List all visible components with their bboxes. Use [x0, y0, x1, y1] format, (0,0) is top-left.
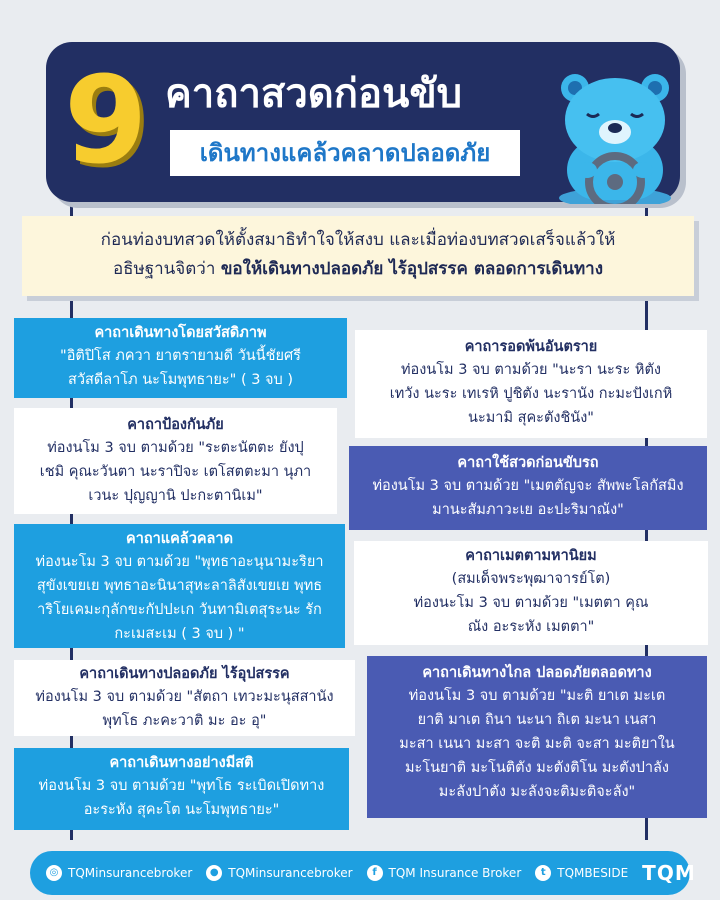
card-title: คาถาเดินทางปลอดภัย ไร้อุปสรรค: [79, 666, 290, 682]
instagram-handle: TQMinsurancebroker: [68, 866, 193, 880]
intro-line-2-plain: อธิษฐานจิตว่า: [112, 259, 221, 279]
card-line: สวัสดีลาโภ นะโมพุทธายะ" ( 3 จบ ): [67, 372, 294, 388]
card-line: (สมเด็จพระพุฒาจารย์โต): [451, 571, 611, 587]
card-before-driving: [349, 446, 707, 530]
card-body: [14, 550, 345, 646]
twitter-icon: t: [535, 865, 551, 881]
card-title: คาถารอดพ้นอันตราย: [464, 339, 598, 355]
card-line: ท่องนโม 3 จบ ตามด้วย "เมตตัญจะ สัพพะโลกัสมิง: [372, 478, 684, 494]
instagram-icon: ◎: [46, 865, 62, 881]
header-subtitle-box: [170, 130, 520, 176]
card-line: ท่องนโม 3 จบ ตามด้วย "สัตถา เทวะมะนุสสานัง: [35, 689, 334, 705]
card-title: คาถาเดินทางไกล ปลอดภัยตลอดทาง: [422, 665, 652, 681]
left-rail: [70, 200, 73, 840]
card-line: มะโนยาติ มะโนติตัง มะตังติโน มะตังปาลัง: [404, 760, 669, 776]
card-body: [367, 684, 707, 804]
card-body: [355, 358, 707, 430]
card-line: สุขังเขยเย พุทธาอะนินาสุหะลาลิสังเขยเย พุทธ: [36, 578, 323, 594]
card-escape-danger: [355, 330, 707, 438]
card-title: คาถาแคล้วคลาด: [126, 531, 233, 547]
card-no-obstacles: [14, 660, 355, 736]
card-body: [14, 774, 349, 822]
card-title: คาถาเดินทางอย่างมีสติ: [109, 755, 254, 771]
line-link[interactable]: [206, 865, 352, 881]
card-line: อะระหัง สุคะโต นะโมพุทธายะ": [83, 802, 280, 818]
card-title: คาถาเดินทางโดยสวัสดิภาพ: [94, 325, 267, 341]
header-number: 9: [64, 52, 148, 191]
card-avoidance: [14, 524, 345, 648]
card-line: ยาติ มาเต ถินา นะนา ถิเต มะนา เนสา: [417, 712, 657, 728]
card-line: มานะสัมภาวะเย อะปะริมาณัง": [432, 502, 624, 518]
card-line: ท่องนโม 3 จบ ตามด้วย "นะรา นะระ หิตัง: [401, 362, 661, 378]
line-handle: TQMinsurancebroker: [228, 866, 353, 880]
card-line: นะมามิ สุคะตังชินัง": [468, 410, 594, 426]
card-mindful-travel: [14, 748, 349, 830]
card-line: าริโยเคมะกุลักขะกัปปะเก วันทามิเตสุระนะ รัก: [37, 602, 322, 618]
header-title: คาถาสวดก่อนขับ: [165, 71, 463, 117]
card-line: ท่องนะโม 3 จบ ตามด้วย "เมตตา คุณ: [413, 595, 649, 611]
twitter-handle: TQMBESIDE: [557, 866, 629, 880]
twitter-link[interactable]: [535, 865, 628, 881]
card-body: [354, 567, 708, 639]
card-body: [14, 685, 355, 733]
card-line: ท่องนโม 3 จบ ตามด้วย "พุทโธ ระเบิดเปิดทาง: [38, 778, 325, 794]
facebook-link[interactable]: [367, 865, 522, 881]
card-title: คาถาป้องกันภัย: [127, 417, 224, 433]
card-line: พุทโธ ภะคะวาติ มะ อะ อุ": [102, 713, 267, 729]
tqm-logo: TQM: [642, 861, 696, 885]
card-line: เวนะ ปุญญานิ ปะกะตานิเม": [88, 488, 263, 504]
footer-bar: [30, 851, 696, 895]
intro-box: [22, 216, 694, 296]
card-protection: [14, 408, 337, 514]
header-subtitle: เดินทางแคล้วคลาดปลอดภัย: [199, 139, 491, 167]
card-line: "อิติปิโส ภควา ยาตรายามดี วันนี้ชัยศรี: [60, 348, 301, 364]
line-icon: ●: [206, 865, 222, 881]
facebook-handle: TQM Insurance Broker: [388, 866, 522, 880]
intro-line-1: ก่อนท่องบทสวดให้ตั้งสมาธิทำใจให้สงบ และเมื่อท่องบทสวดเสร็จแล้วให้: [100, 230, 616, 250]
bear-mascot-icon: [545, 70, 685, 204]
card-body: [14, 436, 337, 508]
intro-line-2: [22, 255, 694, 284]
card-title: คาถาใช้สวดก่อนขับรถ: [457, 455, 599, 471]
card-title: คาถาเมตตามหานิยม: [465, 548, 597, 564]
card-line: เชมิ คุณะวันตา นะราปิจะ เตโสตตะมา นุภา: [39, 464, 312, 480]
card-line: ท่องนะโม 3 จบ ตามด้วย "พุทธาอะนุนามะริยา: [35, 554, 324, 570]
card-line: ท่องนโม 3 จบ ตามด้วย "มะติ ยาเต มะเต: [408, 688, 666, 704]
card-line: กะเมสะเม ( 3 จบ ) ": [114, 626, 245, 642]
card-line: เทวัง นะระ เทเรหิ ปูชิตัง นะรานัง กะมะปังเกหิ: [389, 386, 673, 402]
instagram-link[interactable]: [46, 865, 192, 881]
card-safe-travel: [14, 318, 347, 398]
card-line: ณัง อะระหัง เมตตา": [467, 619, 595, 635]
card-body: [14, 344, 347, 392]
card-line: มะลังปาตัง มะลังจะติมะติจะลัง": [438, 784, 636, 800]
card-line: ท่องนโม 3 จบ ตามด้วย "ระตะนัตตะ ยังปุ: [47, 440, 304, 456]
card-line: มะสา เนนา มะสา จะติ มะติ จะสา มะติยาใน: [399, 736, 675, 752]
card-body: [349, 474, 707, 522]
intro-line-2-bold: ขอให้เดินทางปลอดภัย ไร้อุปสรรค ตลอดการเดินทาง: [220, 259, 604, 279]
card-kindness: [354, 541, 708, 645]
facebook-icon: f: [367, 865, 383, 881]
card-long-journey: [367, 656, 707, 818]
